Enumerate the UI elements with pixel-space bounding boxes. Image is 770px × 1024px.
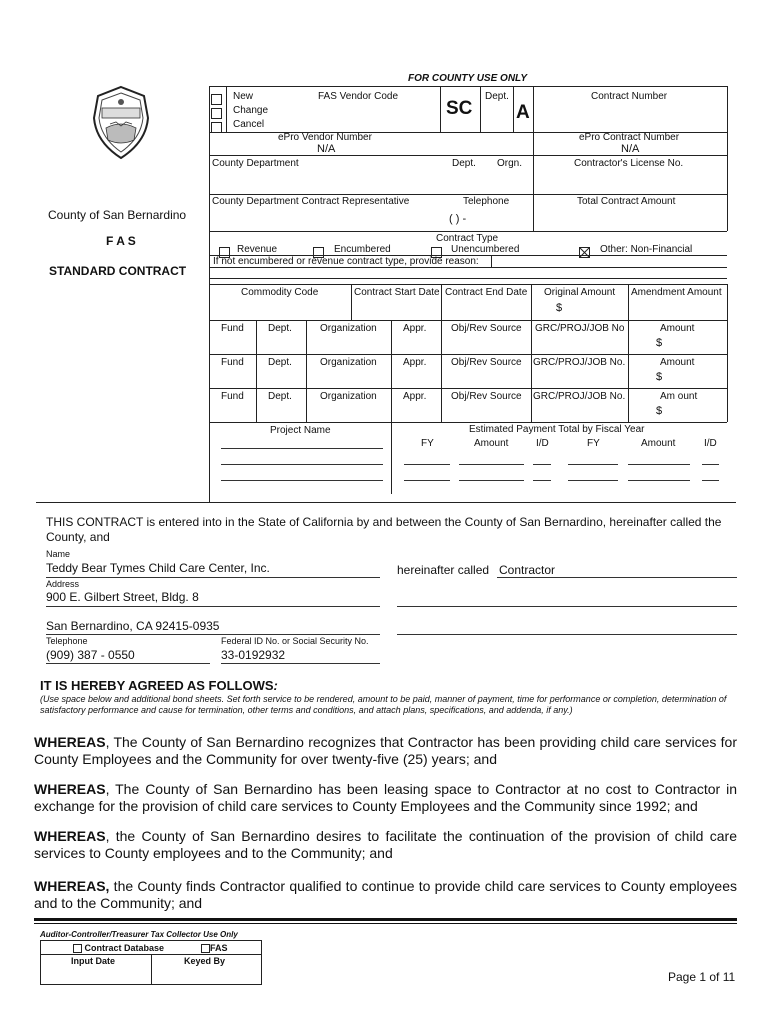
obj-rev-label: Obj/Rev Source [451, 323, 522, 334]
contract-number-label: Contract Number [591, 91, 668, 102]
fund-dept-label: Dept. [268, 323, 292, 334]
grc-label: GRC/PROJ/JOB No. [533, 357, 626, 368]
est-amount-label: Amount [474, 438, 509, 449]
instructions-note: (Use space below and additional bond sheets. Set forth service to be rendered, amount to be paid, manner of payment, time for performance or completion, determination of satisfactory performance and cause for termination, other terms and conditions, and attach plans, specifications, and addenda, if any.) [40, 694, 727, 715]
new-label: New [233, 91, 254, 102]
keyed-by-label: Keyed By [184, 956, 226, 966]
address-line-1: 900 E. Gilbert Street, Bldg. 8 [46, 590, 199, 604]
telephone-label: Telephone [463, 196, 510, 207]
auditor-label: Auditor-Controller/Treasurer Tax Collector Use Only [40, 930, 238, 939]
fund-dept-label: Dept. [268, 357, 292, 368]
project-name-label: Project Name [270, 425, 331, 436]
fas-vendor-code-label: FAS Vendor Code [318, 91, 399, 102]
fund-amount-dollar: $ [656, 405, 663, 417]
obj-rev-label: Obj/Rev Source [451, 391, 522, 402]
change-checkbox[interactable] [211, 108, 222, 119]
fas-footer-label: FAS [210, 943, 228, 953]
start-date-label: Contract Start Date [354, 287, 440, 298]
fund-label: Fund [221, 357, 244, 368]
epro-vendor-value: N/A [317, 143, 336, 155]
fy-label-2: FY [587, 438, 600, 449]
appr-label: Appr. [403, 391, 427, 402]
grc-label: GRC/PROJ/JOB No. [533, 391, 626, 402]
amendment-amount-label: Amendment Amount [631, 287, 722, 298]
fy-label: FY [421, 438, 434, 449]
organization-label: Organization [320, 391, 377, 402]
obj-rev-label: Obj/Rev Source [451, 357, 522, 368]
appr-label: Appr. [403, 357, 427, 368]
commodity-code-label: Commodity Code [241, 287, 319, 298]
total-amount-label: Total Contract Amount [577, 196, 676, 207]
hereinafter-label: hereinafter called [397, 563, 490, 577]
other-label: Other: Non-Financial [600, 244, 693, 255]
county-department-label: County Department [212, 158, 299, 169]
whereas-paragraph: WHEREAS, The County of San Bernardino recognizes that Contractor has been providing child care services for County Employees and the Community for over twenty-five (25) years; and [34, 734, 737, 767]
whereas-paragraph: WHEREAS, the County of San Bernardino desires to facilitate the continuation of the provision of child care services to County employees and to the Community; and [34, 828, 737, 861]
telephone-field-label: Telephone [46, 636, 88, 646]
county-name: County of San Bernardino [48, 208, 187, 222]
fund-amount-label: Amount [660, 323, 695, 334]
whereas-paragraph: WHEREAS, the County finds Contractor qualified to continue to provide child care services to County employees and to the Community; and [34, 878, 737, 911]
input-date-label: Input Date [71, 956, 115, 966]
organization-label: Organization [320, 323, 377, 334]
standard-contract-title: STANDARD CONTRACT [49, 264, 187, 278]
contract-database-label: Contract Database [84, 943, 165, 953]
fas-checkbox[interactable] [201, 944, 210, 953]
encumbered-label: Encumbered [334, 244, 391, 255]
address-label: Address [46, 579, 80, 589]
estimated-payment-label: Estimated Payment Total by Fiscal Year [469, 424, 645, 435]
dept-label-2: Dept. [452, 158, 476, 169]
cancel-checkbox[interactable] [211, 122, 222, 133]
revenue-label: Revenue [237, 244, 278, 255]
auditor-box [40, 940, 262, 985]
county-use-heading: FOR COUNTY USE ONLY [408, 73, 528, 84]
appr-label: Appr. [403, 323, 427, 334]
new-checkbox[interactable] [211, 94, 222, 105]
contract-type-label: Contract Type [436, 233, 499, 244]
end-date-label: Contract End Date [445, 287, 528, 298]
change-label: Change [233, 105, 269, 116]
id-label: I/D [536, 438, 549, 449]
est-amount-label-2: Amount [641, 438, 676, 449]
address-line-2: San Bernardino, CA 92415-0935 [46, 619, 220, 633]
contractor-name: Teddy Bear Tymes Child Care Center, Inc. [46, 561, 270, 575]
contract-database-checkbox[interactable] [73, 944, 82, 953]
original-amount-label: Original Amount [544, 287, 616, 298]
fund-amount-label: Am ount [660, 391, 698, 402]
footer-divider [34, 918, 737, 921]
whereas-paragraph: WHEREAS, The County of San Bernardino has been leasing space to Contractor at no cost to Contractor in exchange for the provision of child care services to County Employees and the Community since 1992; and [34, 781, 737, 814]
other-checkbox-checked[interactable] [579, 247, 590, 258]
unencumbered-label: Unencumbered [451, 244, 520, 255]
epro-contract-value: N/A [621, 143, 640, 155]
fund-amount-dollar: $ [656, 337, 663, 349]
page-number: Page 1 of 11 [668, 970, 736, 984]
contractor-designation: Contractor [499, 563, 556, 577]
fed-id-label: Federal ID No. or Social Security No. [221, 636, 369, 646]
original-amount-dollar: $ [556, 302, 563, 314]
sc-code: SC [446, 98, 473, 119]
orgn-label: Orgn. [497, 158, 523, 169]
rep-label: County Department Contract Representative [212, 196, 410, 207]
telephone-blank: ( ) - [449, 213, 467, 225]
epro-vendor-label: ePro Vendor Number [278, 132, 372, 143]
fund-label: Fund [221, 323, 244, 334]
fas-title: F A S [106, 234, 136, 248]
epro-contract-label: ePro Contract Number [579, 132, 680, 143]
contract-intro: THIS CONTRACT is entered into in the State of California by and between the County of San Bernardino, hereinafter called the County, and [46, 515, 722, 544]
organization-label: Organization [320, 357, 377, 368]
cancel-label: Cancel [233, 119, 265, 130]
dept-code-value: A [516, 102, 530, 123]
name-label: Name [46, 549, 71, 559]
agreed-heading: IT IS HEREBY AGREED AS FOLLOWS: [40, 678, 278, 693]
fund-amount-dollar: $ [656, 371, 663, 383]
license-label: Contractor's License No. [574, 158, 684, 169]
telephone-value: (909) 387 - 0550 [46, 648, 135, 662]
id-label-2: I/D [704, 438, 717, 449]
reason-label: If not encumbered or revenue contract type, provide reason: [213, 256, 479, 267]
dept-label: Dept. [485, 91, 509, 102]
fund-dept-label: Dept. [268, 391, 292, 402]
fund-label: Fund [221, 391, 244, 402]
grc-label: GRC/PROJ/JOB No [535, 323, 625, 334]
fed-id-value: 33-0192932 [221, 648, 286, 662]
fund-amount-label: Amount [660, 357, 695, 368]
